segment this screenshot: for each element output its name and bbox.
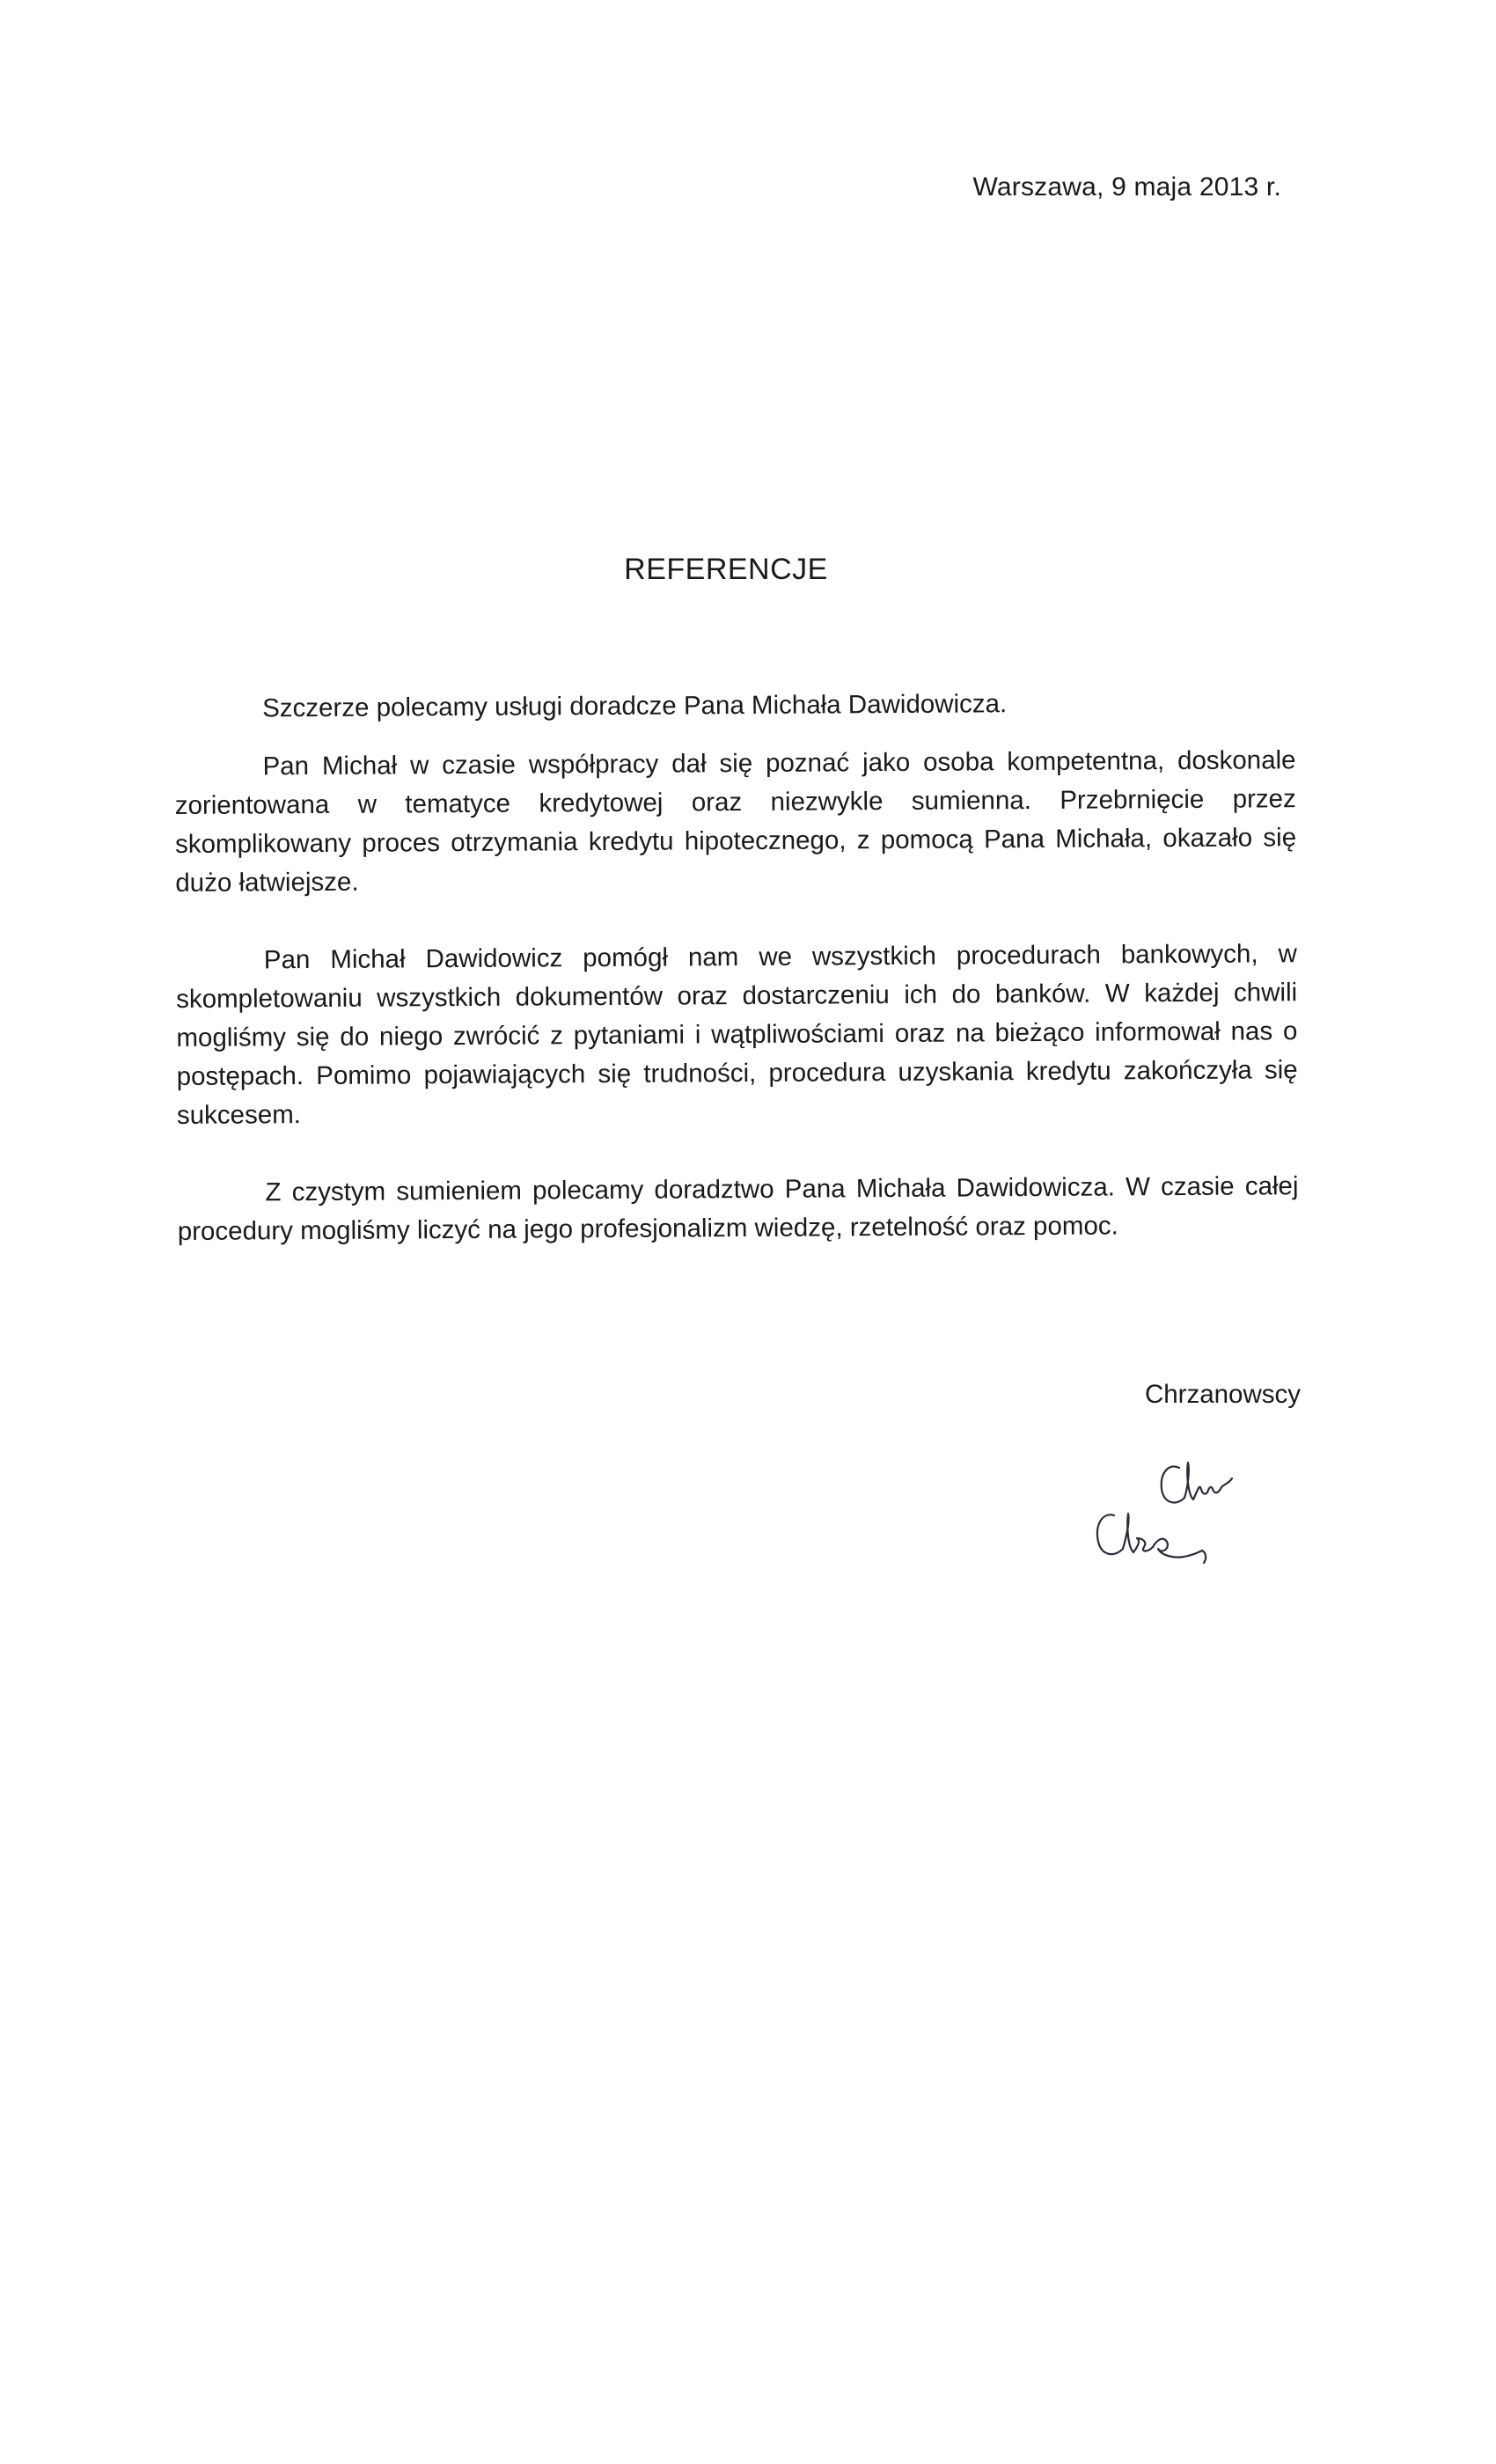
signature-lower-z [1133,1538,1153,1552]
letter-body [174,683,1299,1290]
signature-upper-tail [1221,1478,1232,1487]
signature-lower-end [1153,1539,1202,1558]
letter-date: Warszawa, 9 maja 2013 r. [972,172,1281,202]
signature-lower-l [1123,1514,1133,1552]
handwritten-signature [1056,1443,1320,1602]
paragraph-competence: Pan Michał w czasie współpracy dał się poznać jako osoba kompetentna, doskonale zorientowana w tematyce kredytowej oraz niezwykle sumienna. Przebrnięcie przez skomplikowany proces otrzymania kredytu hipotecznego, z pomocą Pana Michała, okazało się dużo łatwiejsze. [174,745,1297,898]
signature-upper-loop [1184,1463,1221,1500]
signer-name: Chrzanowscy [1144,1380,1301,1409]
paragraph-intro: Szczerze polecamy usługi doradcze Pana Michała Dawidowicza. [262,689,1008,723]
signature-upper-stroke [1162,1466,1184,1502]
paragraph-procedures: Pan Michał Dawidowicz pomógł nam we wszystkich procedurach bankowych, w skompletowaniu wszystkich dokumentów oraz dostarczeniu ich do banków. W każdej chwili mogliśmy się do niego zwrócić z pytaniami i wątpliwościami oraz na bieżąco informował nas o postępach. Pomimo pojawiających się trudności, procedura uzyskania kredytu zakończyła się sukcesem. [176,939,1298,1130]
paragraph-recommendation: Z czystym sumieniem polecamy doradztwo Pana Michała Dawidowicza. W czasie całej procedury mogliśmy liczyć na jego profesjonalizm wiedzę, rzetelność oraz pomoc. [177,1171,1299,1246]
signature-lower-c [1097,1514,1123,1554]
document-title: REFERENCJE [624,553,828,586]
signature-lower-hook [1202,1551,1206,1563]
